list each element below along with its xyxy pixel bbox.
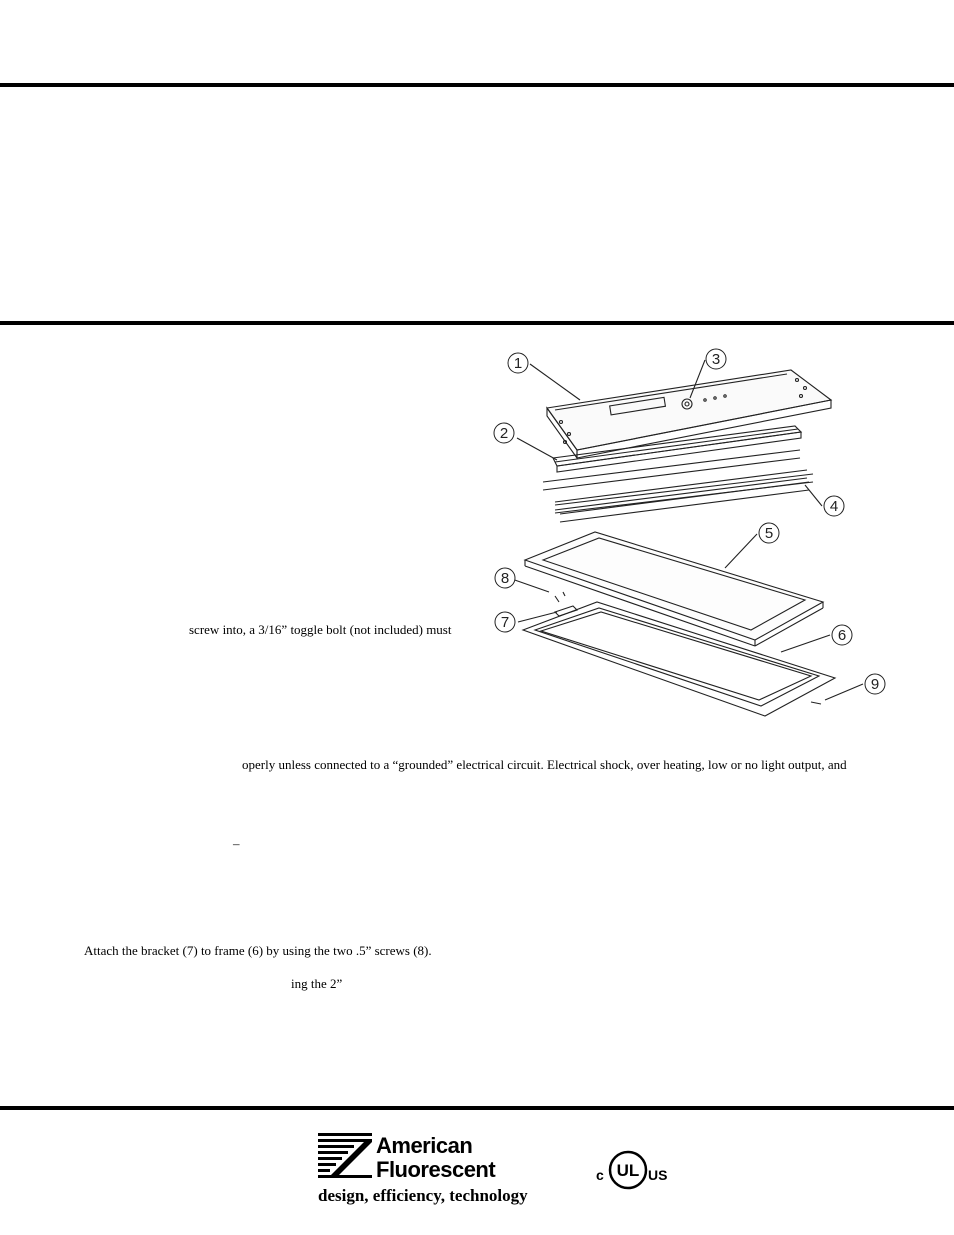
- callout-5: [759, 523, 779, 543]
- brand-name-line2: Fluorescent: [376, 1157, 496, 1182]
- exploded-fixture-diagram: [485, 340, 905, 720]
- svg-text:US: US: [648, 1167, 668, 1183]
- callout-9: [865, 674, 885, 694]
- svg-text:1: 1: [513, 355, 523, 372]
- screw-9: [811, 702, 821, 704]
- svg-text:UL: UL: [616, 1161, 640, 1180]
- housing-part: [547, 370, 831, 458]
- callout-3: [706, 349, 726, 369]
- dash-text: –: [233, 836, 240, 851]
- callout-1: [508, 353, 528, 373]
- svg-text:5: 5: [764, 525, 774, 542]
- ing-text: ing the 2”: [291, 976, 343, 991]
- middle-rule: [0, 321, 954, 325]
- brand-name-line1: American: [376, 1133, 473, 1158]
- svg-text:4: 4: [829, 498, 839, 515]
- svg-text:c: c: [596, 1167, 604, 1183]
- callout-2: [494, 423, 514, 443]
- svg-text:9: 9: [870, 676, 880, 693]
- svg-text:3: 3: [711, 351, 721, 368]
- diffuser-part: [525, 532, 823, 646]
- callout-6: [832, 625, 852, 645]
- bracket-and-screws: [555, 592, 577, 616]
- toggle-bolt-text: screw into, a 3/16” toggle bolt (not included) must: [189, 622, 452, 637]
- callout-4: [824, 496, 844, 516]
- svg-text:7: 7: [500, 614, 510, 631]
- brand-tagline: design, efficiency, technology: [318, 1186, 528, 1205]
- bottom-rule: [0, 1106, 954, 1110]
- top-rule: [0, 83, 954, 87]
- grounded-warning-text: operly unless connected to a “grounded” electrical circuit. Electrical shock, over heating, low or no light output, and: [242, 757, 847, 772]
- svg-text:2: 2: [499, 425, 509, 442]
- lamp-tubes: [543, 450, 813, 522]
- stripes-logo-icon: [318, 1133, 372, 1179]
- svg-text:6: 6: [837, 627, 847, 644]
- callout-8: [495, 568, 515, 588]
- culus-certification-icon: [590, 1148, 670, 1192]
- callout-7: [495, 612, 515, 632]
- svg-text:8: 8: [500, 570, 510, 587]
- bracket-step-text: Attach the bracket (7) to frame (6) by using the two .5” screws (8).: [84, 943, 432, 958]
